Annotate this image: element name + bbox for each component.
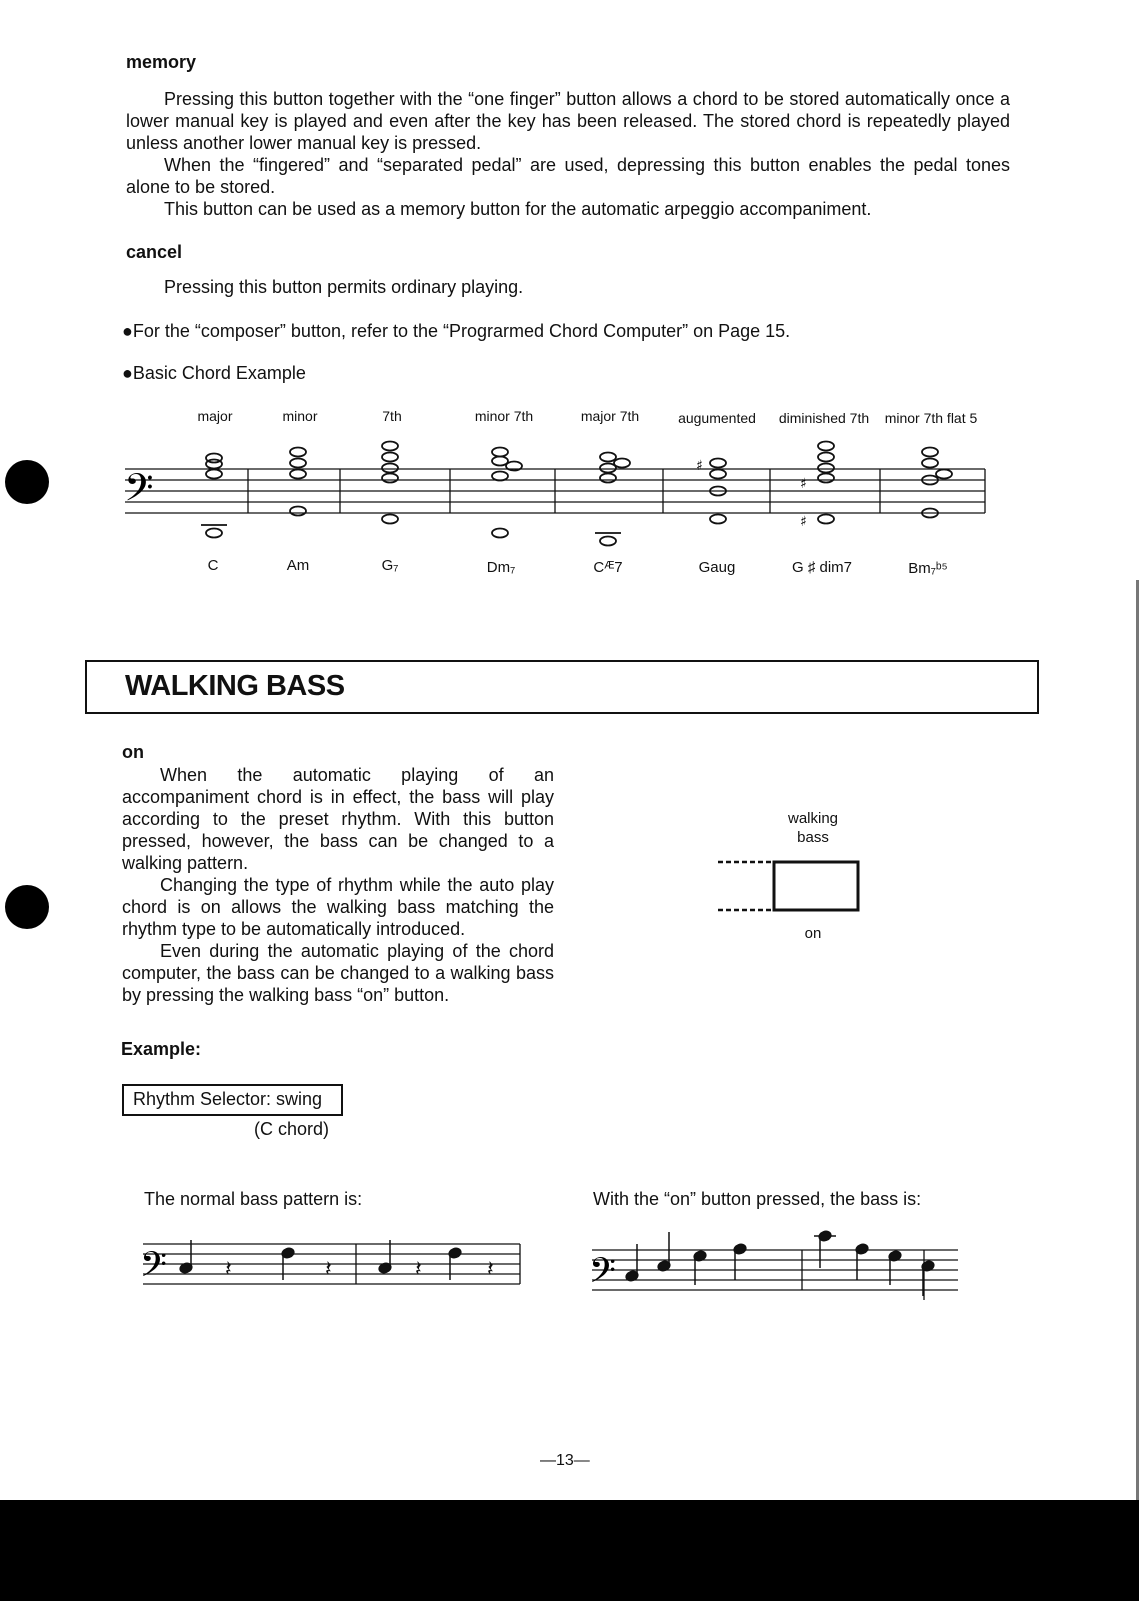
chord-symbol-g7: G₇ — [381, 557, 399, 574]
composer-note: ●For the “composer” button, refer to the “Prograrmed Chord Computer” on Page 15. — [122, 321, 791, 341]
page-number: —13— — [540, 1452, 590, 1469]
chord-symbol-am: Am — [286, 557, 310, 574]
quarter-rest-icon: 𝄽 — [487, 1257, 494, 1282]
normal-pattern-caption: The normal bass pattern is: — [144, 1189, 363, 1209]
chord-symbol-gsharp-dim7: G ♯ dim7 — [791, 559, 852, 576]
memory-heading: memory — [126, 52, 197, 72]
chord-symbol-gaug: Gaug — [698, 559, 736, 576]
on-heading: on — [122, 742, 144, 762]
c-chord-note: (C chord) — [254, 1119, 330, 1139]
section-title: WALKING BASS — [125, 670, 345, 702]
chord-type-diminished-7th: diminished 7th — [778, 410, 870, 426]
button-label-line2: bass — [797, 829, 829, 846]
button-label-line1: walking — [787, 810, 839, 827]
chord-type-major: major — [197, 408, 233, 424]
quarter-rest-icon: 𝄽 — [415, 1257, 422, 1282]
bass-clef-icon: 𝄢 — [124, 465, 154, 519]
scan-bottom-border — [0, 1500, 1139, 1601]
example-heading: Example: — [121, 1039, 202, 1059]
chord-type-minor-7th: minor 7th — [474, 408, 534, 424]
quarter-rest-icon: 𝄽 — [225, 1257, 232, 1282]
walking-paragraph-2: Changing the type of rhythm while the auto play chord is on allows the walking bass matching the rhythm type to be automatically introduced. — [122, 875, 554, 939]
chord-symbol-bm7b5: Bm₇ᵇ⁵ — [908, 560, 948, 577]
memory-paragraph-2: When the “fingered” and “separated pedal” are used, depressing this button enables the pedal tones alone to be stored. — [126, 155, 1010, 197]
bass-clef-icon: 𝄢 — [589, 1250, 617, 1299]
rhythm-selector-label: Rhythm Selector: swing — [133, 1089, 323, 1109]
sharp-icon: ♯ — [800, 476, 807, 492]
walking-paragraph-1: When the automatic playing of an accompaniment chord is in effect, the bass will play according to the preset rhythm. With this button pressed, however, the bass can be changed to a walking pattern. — [122, 765, 554, 873]
chord-type-minor: minor — [282, 408, 318, 424]
bass-clef-icon: 𝄢 — [140, 1244, 168, 1293]
pressed-pattern-caption: With the “on” button pressed, the bass is: — [593, 1189, 922, 1209]
chord-symbol-dm7: Dm₇ — [486, 559, 516, 576]
chord-type-minor-7th-flat-5: minor 7th flat 5 — [884, 410, 978, 426]
memory-paragraph-3: This button can be used as a memory button for the automatic arpeggio accompaniment. — [164, 199, 872, 219]
chord-symbol-c: C — [207, 557, 219, 574]
memory-paragraph-1: Pressing this button together with the “one finger” button allows a chord to be stored automatically once a lower manual key is played and even after the key has been released. The stored chord is repeatedly played unless another lower manual key is pressed. — [126, 89, 1010, 153]
basic-chord-example-label: ●Basic Chord Example — [122, 363, 306, 383]
sharp-icon: ♯ — [696, 458, 703, 474]
chord-type-7th: 7th — [382, 408, 402, 424]
cancel-paragraph: Pressing this button permits ordinary playing. — [164, 277, 524, 297]
chord-type-augmented: augumented — [678, 410, 756, 426]
sharp-icon: ♯ — [800, 514, 807, 530]
cancel-heading: cancel — [126, 242, 183, 262]
walking-paragraph-3: Even during the automatic playing of the chord computer, the bass can be changed to a walking bass by pressing the walking bass “on” button. — [122, 941, 554, 1005]
button-caption-on: on — [804, 925, 822, 942]
chord-type-major-7th: major 7th — [580, 408, 640, 424]
chord-symbol-cm7: Cᴭ7 — [593, 559, 623, 576]
quarter-rest-icon: 𝄽 — [325, 1257, 332, 1282]
